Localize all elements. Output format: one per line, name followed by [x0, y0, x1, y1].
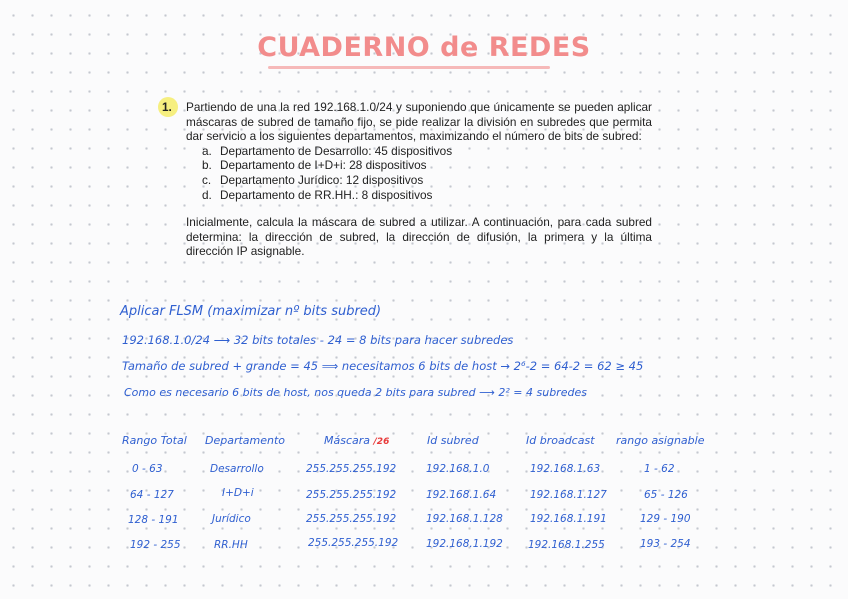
cell-id-broadcast: 192.168.1.191: [530, 513, 607, 525]
note-line-1: Aplicar FLSM (maximizar nº bits subred): [120, 304, 382, 319]
item-letter: a.: [202, 143, 212, 158]
notebook-title: CUADERNO de REDES: [257, 32, 591, 63]
cell-id-subred: 192.168.1.128: [426, 513, 503, 525]
header-rango-total: Rango Total: [122, 434, 187, 447]
cell-departamento: I+D+i: [222, 487, 254, 499]
list-item: [202, 173, 652, 188]
cell-id-broadcast: 192.168.1.127: [530, 489, 607, 501]
cell-mascara: 255.255.255.192: [306, 463, 397, 475]
cell-rango-asignable: 193 - 254: [640, 538, 691, 550]
item-letter: b.: [202, 158, 212, 173]
cell-rango: 0 - 63: [132, 463, 163, 475]
cell-id-subred: 192.168.1.192: [426, 538, 503, 550]
cell-id-broadcast: 192.168.1.255: [528, 539, 605, 551]
list-item: [202, 144, 652, 159]
item-text: Departamento de I+D+i: 28 dispositivos: [220, 158, 427, 173]
problem-text: Partiendo de una la red 192.168.1.0/24 y suponiendo que únicamente se pueden aplicar máscaras de subred de tamaño fijo, se pide realizar la división en subredes que permita dar servicio a los siguientes departamentos, maximizando el número de bits de subred:: [186, 100, 652, 144]
instructions-text: Inicialmente, calcula la máscara de subred a utilizar. A continuación, para cada subred determina: la dirección de subred, la dirección de difusión, la primera y la última dirección IP asignable.: [186, 215, 652, 259]
cell-id-subred: 192.168.1.0: [426, 463, 490, 475]
cell-rango-asignable: 65 - 126: [644, 489, 688, 501]
cell-mascara: 255.255.255.192: [306, 489, 397, 501]
header-id-broadcast: Id broadcast: [526, 434, 595, 447]
cell-departamento: RR.HH: [214, 539, 248, 551]
header-departamento: Departamento: [205, 434, 286, 447]
note-line-2: 192.168.1.0/24 ⟶ 32 bits totales - 24 = 8 bits para hacer subredes: [122, 333, 514, 347]
cell-departamento: Jurídico: [212, 513, 251, 525]
item-text: Departamento de RR.HH.: 8 dispositivos: [220, 187, 433, 202]
item-letter: d.: [202, 187, 212, 202]
item-text: Departamento de Desarrollo: 45 dispositivos: [220, 143, 453, 158]
cell-rango-asignable: 129 - 190: [640, 513, 691, 525]
list-item: [202, 158, 652, 173]
department-list: [202, 144, 652, 202]
problem-statement: [162, 100, 652, 259]
item-letter: c.: [202, 172, 212, 187]
header-mascara-mark: /26: [373, 437, 390, 447]
note-line-3: Tamaño de subred + grande = 45 ⟹ necesitamos 6 bits de host → 2⁶-2 = 64-2 = 62 ≥ 45: [122, 359, 644, 373]
cell-rango: 128 - 191: [128, 514, 179, 526]
cell-mascara: 255.255.255.192: [306, 513, 397, 525]
header-rango-asignable: rango asignable: [616, 434, 705, 447]
cell-id-broadcast: 192.168.1.63: [530, 463, 601, 475]
list-item: [202, 188, 652, 203]
cell-id-subred: 192.168.1.64: [426, 489, 497, 501]
cell-departamento: Desarrollo: [210, 463, 264, 475]
item-text: Departamento Jurídico: 12 dispositivos: [220, 172, 424, 187]
header-mascara-label: Máscara: [324, 434, 371, 447]
header-mascara: [324, 434, 389, 447]
cell-rango: 64 - 127: [130, 489, 174, 501]
cell-rango-asignable: 1 - 62: [644, 463, 675, 475]
title-underline: [268, 66, 550, 69]
cell-mascara: 255.255.255.192: [308, 537, 399, 549]
note-line-4: Como es necesario 6 bits de host, nos queda 2 bits para subred ⟶ 2² = 4 subredes: [124, 386, 587, 399]
cell-rango: 192 - 255: [130, 539, 181, 551]
header-id-subred: Id subred: [427, 434, 479, 447]
problem-number: 1.: [162, 100, 172, 114]
